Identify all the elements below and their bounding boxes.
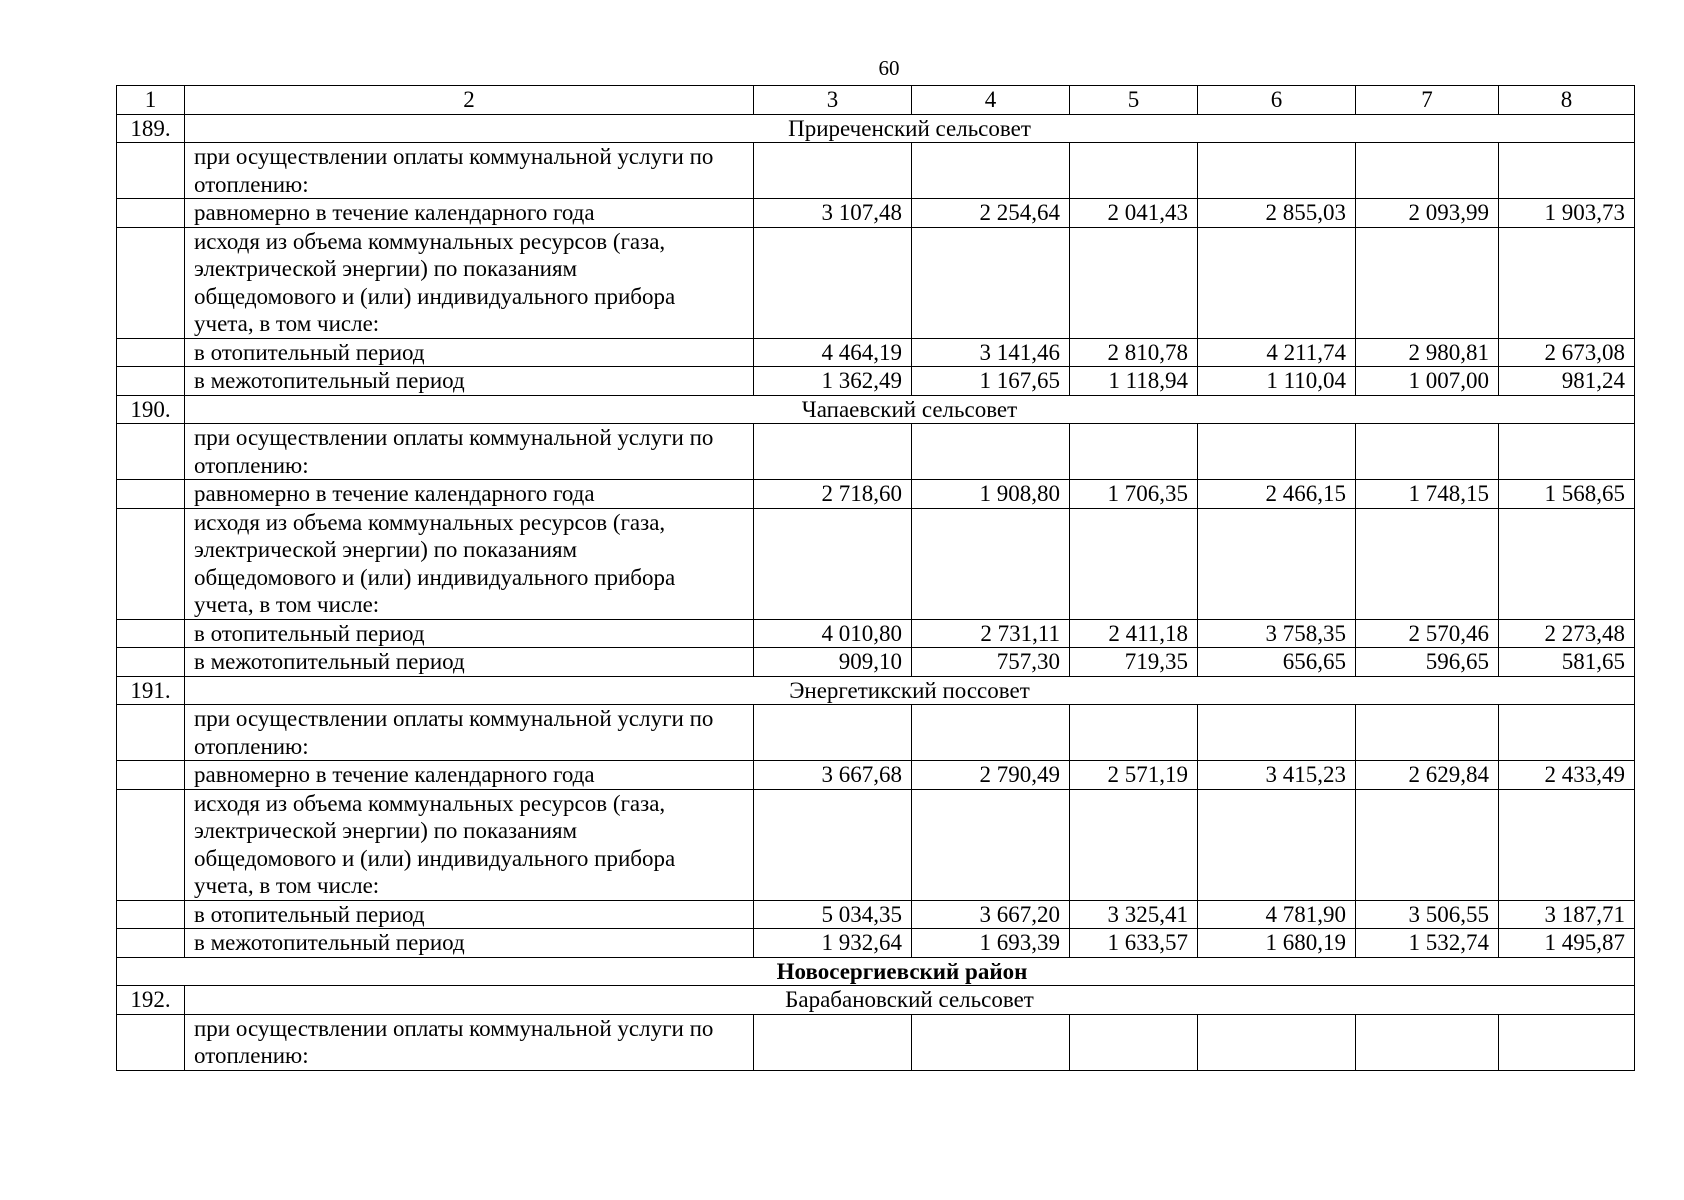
value-cell: 2 433,49 xyxy=(1499,761,1635,790)
value-cell xyxy=(1499,508,1635,619)
value-cell xyxy=(1356,424,1499,480)
value-cell: 2 810,78 xyxy=(1070,338,1198,367)
table-row xyxy=(117,929,1635,958)
row-label: в межотопительный период xyxy=(185,929,754,958)
settlement-heading-row xyxy=(117,114,1635,143)
row-number: 189. xyxy=(117,114,185,143)
table-row xyxy=(117,508,1635,619)
value-cell: 3 107,48 xyxy=(754,199,912,228)
value-cell: 981,24 xyxy=(1499,367,1635,396)
value-cell xyxy=(754,508,912,619)
row-number-cell xyxy=(117,338,185,367)
settlement-heading-row xyxy=(117,395,1635,424)
settlement-name: Чапаевский сельсовет xyxy=(185,395,1635,424)
value-cell: 1 495,87 xyxy=(1499,929,1635,958)
district-name: Новосергиевский район xyxy=(117,957,1635,986)
value-cell xyxy=(1356,143,1499,199)
value-cell xyxy=(912,227,1070,338)
value-cell: 5 034,35 xyxy=(754,900,912,929)
value-cell: 1 110,04 xyxy=(1198,367,1356,396)
row-number-cell xyxy=(117,648,185,677)
column-number: 7 xyxy=(1356,86,1499,115)
row-label: в межотопительный период xyxy=(185,648,754,677)
value-cell xyxy=(912,424,1070,480)
value-cell: 2 790,49 xyxy=(912,761,1070,790)
row-label: при осуществлении оплаты коммунальной услуги по отоплению: xyxy=(185,1014,754,1070)
settlement-name: Приреченский сельсовет xyxy=(185,114,1635,143)
row-label: равномерно в течение календарного года xyxy=(185,199,754,228)
table-row xyxy=(117,227,1635,338)
value-cell xyxy=(1198,424,1356,480)
value-cell xyxy=(1499,227,1635,338)
row-number-cell xyxy=(117,929,185,958)
column-number: 2 xyxy=(185,86,754,115)
value-cell: 1 932,64 xyxy=(754,929,912,958)
table-row xyxy=(117,424,1635,480)
value-cell: 1 680,19 xyxy=(1198,929,1356,958)
value-cell: 3 667,20 xyxy=(912,900,1070,929)
row-number-cell xyxy=(117,761,185,790)
tariff-table xyxy=(116,85,1635,1071)
row-label: исходя из объема коммунальных ресурсов (газа, электрической энергии) по показаниям общедомового и (или) индивидуального прибора учета, в том числе: xyxy=(185,508,754,619)
value-cell: 1 908,80 xyxy=(912,480,1070,509)
row-label: в отопительный период xyxy=(185,619,754,648)
table-row xyxy=(117,761,1635,790)
value-cell: 1 167,65 xyxy=(912,367,1070,396)
value-cell: 2 093,99 xyxy=(1356,199,1499,228)
value-cell xyxy=(1198,508,1356,619)
value-cell: 2 273,48 xyxy=(1499,619,1635,648)
row-number-cell xyxy=(117,789,185,900)
value-cell: 2 855,03 xyxy=(1198,199,1356,228)
value-cell: 757,30 xyxy=(912,648,1070,677)
value-cell xyxy=(1499,705,1635,761)
row-number: 192. xyxy=(117,986,185,1015)
row-number-cell xyxy=(117,480,185,509)
value-cell xyxy=(1070,789,1198,900)
value-cell: 4 464,19 xyxy=(754,338,912,367)
value-cell xyxy=(1070,143,1198,199)
value-cell: 3 506,55 xyxy=(1356,900,1499,929)
value-cell: 3 187,71 xyxy=(1499,900,1635,929)
value-cell xyxy=(912,143,1070,199)
value-cell xyxy=(754,143,912,199)
value-cell: 1 693,39 xyxy=(912,929,1070,958)
value-cell: 1 568,65 xyxy=(1499,480,1635,509)
value-cell xyxy=(1356,705,1499,761)
value-cell xyxy=(1499,1014,1635,1070)
table-row xyxy=(117,619,1635,648)
value-cell xyxy=(754,1014,912,1070)
value-cell xyxy=(1198,789,1356,900)
settlement-heading-row xyxy=(117,676,1635,705)
value-cell: 1 903,73 xyxy=(1499,199,1635,228)
value-cell xyxy=(1356,1014,1499,1070)
value-cell xyxy=(1499,789,1635,900)
column-number: 6 xyxy=(1198,86,1356,115)
table-row xyxy=(117,367,1635,396)
table-row xyxy=(117,338,1635,367)
value-cell: 3 667,68 xyxy=(754,761,912,790)
row-number-cell xyxy=(117,143,185,199)
value-cell: 909,10 xyxy=(754,648,912,677)
table-row xyxy=(117,199,1635,228)
table-row xyxy=(117,705,1635,761)
row-label: в отопительный период xyxy=(185,900,754,929)
value-cell: 596,65 xyxy=(1356,648,1499,677)
value-cell: 1 706,35 xyxy=(1070,480,1198,509)
row-number-cell xyxy=(117,424,185,480)
table-row xyxy=(117,789,1635,900)
value-cell: 719,35 xyxy=(1070,648,1198,677)
column-number: 1 xyxy=(117,86,185,115)
value-cell: 2 041,43 xyxy=(1070,199,1198,228)
value-cell: 581,65 xyxy=(1499,648,1635,677)
value-cell xyxy=(1356,508,1499,619)
value-cell: 4 211,74 xyxy=(1198,338,1356,367)
table-row xyxy=(117,900,1635,929)
table-row xyxy=(117,648,1635,677)
value-cell: 3 415,23 xyxy=(1198,761,1356,790)
row-label: равномерно в течение календарного года xyxy=(185,761,754,790)
row-label: при осуществлении оплаты коммунальной услуги по отоплению: xyxy=(185,143,754,199)
value-cell: 1 748,15 xyxy=(1356,480,1499,509)
value-cell: 2 980,81 xyxy=(1356,338,1499,367)
value-cell xyxy=(1499,143,1635,199)
row-label: при осуществлении оплаты коммунальной услуги по отоплению: xyxy=(185,424,754,480)
row-label: в отопительный период xyxy=(185,338,754,367)
row-label: при осуществлении оплаты коммунальной услуги по отоплению: xyxy=(185,705,754,761)
value-cell: 1 633,57 xyxy=(1070,929,1198,958)
row-number-cell xyxy=(117,619,185,648)
value-cell xyxy=(1070,508,1198,619)
value-cell: 2 629,84 xyxy=(1356,761,1499,790)
value-cell: 1 532,74 xyxy=(1356,929,1499,958)
row-number-cell xyxy=(117,1014,185,1070)
value-cell: 2 570,46 xyxy=(1356,619,1499,648)
value-cell xyxy=(912,789,1070,900)
table-row xyxy=(117,1014,1635,1070)
value-cell xyxy=(1070,705,1198,761)
value-cell xyxy=(1198,227,1356,338)
value-cell: 2 466,15 xyxy=(1198,480,1356,509)
value-cell xyxy=(754,227,912,338)
value-cell: 1 007,00 xyxy=(1356,367,1499,396)
value-cell xyxy=(1070,1014,1198,1070)
value-cell: 3 141,46 xyxy=(912,338,1070,367)
row-label: в межотопительный период xyxy=(185,367,754,396)
settlement-name: Энергетикский поссовет xyxy=(185,676,1635,705)
table-row xyxy=(117,143,1635,199)
settlement-name: Барабановский сельсовет xyxy=(185,986,1635,1015)
value-cell xyxy=(912,508,1070,619)
value-cell: 656,65 xyxy=(1198,648,1356,677)
settlement-heading-row xyxy=(117,986,1635,1015)
value-cell xyxy=(912,1014,1070,1070)
value-cell xyxy=(1198,1014,1356,1070)
value-cell: 2 254,64 xyxy=(912,199,1070,228)
column-number: 8 xyxy=(1499,86,1635,115)
value-cell xyxy=(754,705,912,761)
row-number-cell xyxy=(117,508,185,619)
value-cell xyxy=(1356,789,1499,900)
value-cell xyxy=(754,424,912,480)
value-cell: 1 362,49 xyxy=(754,367,912,396)
value-cell xyxy=(1356,227,1499,338)
value-cell xyxy=(1499,424,1635,480)
value-cell: 2 411,18 xyxy=(1070,619,1198,648)
value-cell xyxy=(1070,227,1198,338)
row-number-cell xyxy=(117,705,185,761)
value-cell xyxy=(1198,143,1356,199)
row-label: исходя из объема коммунальных ресурсов (газа, электрической энергии) по показаниям общедомового и (или) индивидуального прибора учета, в том числе: xyxy=(185,227,754,338)
column-number: 5 xyxy=(1070,86,1198,115)
column-number-row xyxy=(117,86,1635,115)
row-number-cell xyxy=(117,199,185,228)
value-cell: 2 673,08 xyxy=(1499,338,1635,367)
column-number: 3 xyxy=(754,86,912,115)
district-heading-row xyxy=(117,957,1635,986)
value-cell: 3 325,41 xyxy=(1070,900,1198,929)
value-cell xyxy=(912,705,1070,761)
value-cell: 4 781,90 xyxy=(1198,900,1356,929)
row-label: равномерно в течение календарного года xyxy=(185,480,754,509)
row-number-cell xyxy=(117,367,185,396)
value-cell xyxy=(754,789,912,900)
page-number: 60 xyxy=(878,56,900,80)
value-cell: 1 118,94 xyxy=(1070,367,1198,396)
value-cell: 2 571,19 xyxy=(1070,761,1198,790)
row-label: исходя из объема коммунальных ресурсов (газа, электрической энергии) по показаниям общедомового и (или) индивидуального прибора учета, в том числе: xyxy=(185,789,754,900)
value-cell: 3 758,35 xyxy=(1198,619,1356,648)
table-row xyxy=(117,480,1635,509)
row-number: 191. xyxy=(117,676,185,705)
row-number-cell xyxy=(117,900,185,929)
value-cell: 2 718,60 xyxy=(754,480,912,509)
value-cell xyxy=(1198,705,1356,761)
row-number-cell xyxy=(117,227,185,338)
column-number: 4 xyxy=(912,86,1070,115)
row-number: 190. xyxy=(117,395,185,424)
value-cell xyxy=(1070,424,1198,480)
value-cell: 2 731,11 xyxy=(912,619,1070,648)
value-cell: 4 010,80 xyxy=(754,619,912,648)
